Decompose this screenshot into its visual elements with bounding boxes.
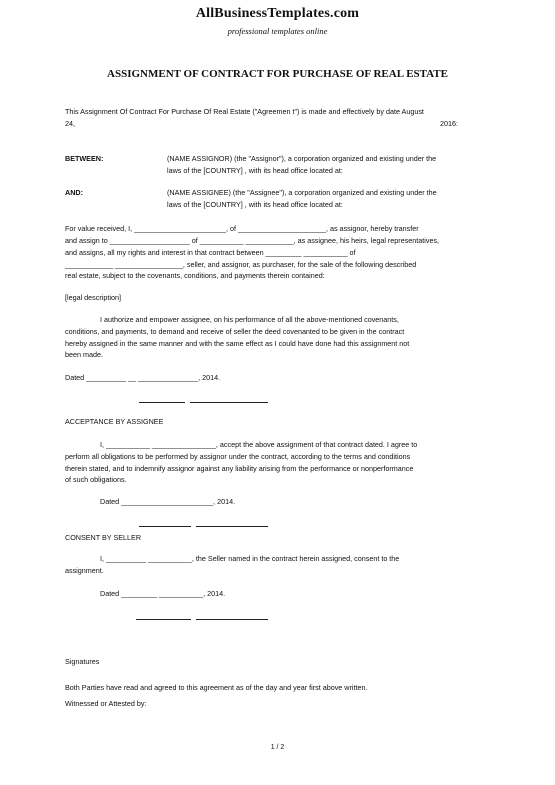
legal-description: [legal description] <box>65 293 121 302</box>
document-title: ASSIGNMENT OF CONTRACT FOR PURCHASE OF REAL ESTATE <box>107 68 448 80</box>
authorize-line-2: conditions, and payments, to demand and receive of seller the deed covenanted to be given in the contract <box>65 327 405 336</box>
consent-line-2: assignment. <box>65 566 104 575</box>
dated-line-3: Dated _________ ___________, 2014. <box>100 589 226 598</box>
signatures-heading: Signatures <box>65 657 100 666</box>
brand-tagline: professional templates online <box>227 26 328 36</box>
page-number: 1 / 2 <box>270 744 285 751</box>
consent-heading: CONSENT BY SELLER <box>65 533 142 542</box>
value-line-5: real estate, subject to the covenants, conditions, and payments therein contained: <box>65 271 325 280</box>
accept-line-2: perform all obligations to be performed by assignor under the contract, according to the terms and conditions <box>65 452 411 461</box>
value-line-1: For value received, I, _______________________, of ______________________, as assignor, hereby transfer <box>65 224 419 233</box>
between-line-2: laws of the [COUNTRY] , with its head office located at: <box>167 166 343 175</box>
value-line-3: and assigns, all my rights and interest in that contract between _________ ___________ of <box>65 248 356 257</box>
signature-line-3b <box>196 619 268 620</box>
intro-line-2-year: 2016: <box>440 119 458 128</box>
and-label: AND: <box>65 188 83 197</box>
signature-line-1b <box>190 402 268 403</box>
witnessed-label: Witnessed or Attested by: <box>65 699 147 708</box>
authorize-line-4: been made. <box>65 350 103 359</box>
accept-line-3: therein stated, and to indemnify assignor against any liability arising from the performance or nonperformance <box>65 464 414 473</box>
signature-line-1a <box>139 402 185 403</box>
signature-line-2a <box>139 526 191 527</box>
signature-line-3a <box>136 619 191 620</box>
signature-line-2b <box>196 526 268 527</box>
authorize-line-3: hereby assigned in the same manner and with the same effect as I could have done had this assignment not <box>65 339 410 348</box>
value-line-4: ____________ _________________, seller, and assignor, as purchaser, for the sale of the following described <box>65 260 417 269</box>
dated-line-1: Dated __________ __ _______________, 2014. <box>65 373 221 382</box>
intro-line-1: This Assignment Of Contract For Purchase Of Real Estate ("Agreemen t") is made and effectively by date August <box>65 107 424 116</box>
acceptance-heading: ACCEPTANCE BY ASSIGNEE <box>65 417 164 426</box>
authorize-line-1: I authorize and empower assignee, on his performance of all the above-mentioned covenants, <box>100 315 399 324</box>
value-line-2: and assign to ____________________ of ___________ ____________, as assignee, his heirs, legal representatives, <box>65 236 440 245</box>
brand-logo-text: AllBusinessTemplates.com <box>195 6 360 21</box>
consent-line-1: I, __________ ___________, the Seller named in the contract herein assigned, consent to the <box>100 554 400 563</box>
and-line-2: laws of the [COUNTRY] , with its head office located at: <box>167 200 343 209</box>
between-label: BETWEEN: <box>65 154 104 163</box>
accept-line-1: I, ___________ ________________, accept the above assignment of that contract dated. I agree to <box>100 440 418 449</box>
and-line-1: (NAME ASSIGNEE) (the "Assignee"), a corporation organized and existing under the <box>167 188 437 197</box>
intro-line-2-date: 24, <box>65 119 75 128</box>
accept-line-4: of such obligations. <box>65 475 127 484</box>
between-line-1: (NAME ASSIGNOR) (the "Assignor"), a corporation organized and existing under the <box>167 154 437 163</box>
both-parties-statement: Both Parties have read and agreed to this agreement as of the day and year first above written. <box>65 683 368 692</box>
dated-line-2: Dated _______________________, 2014. <box>100 497 236 506</box>
